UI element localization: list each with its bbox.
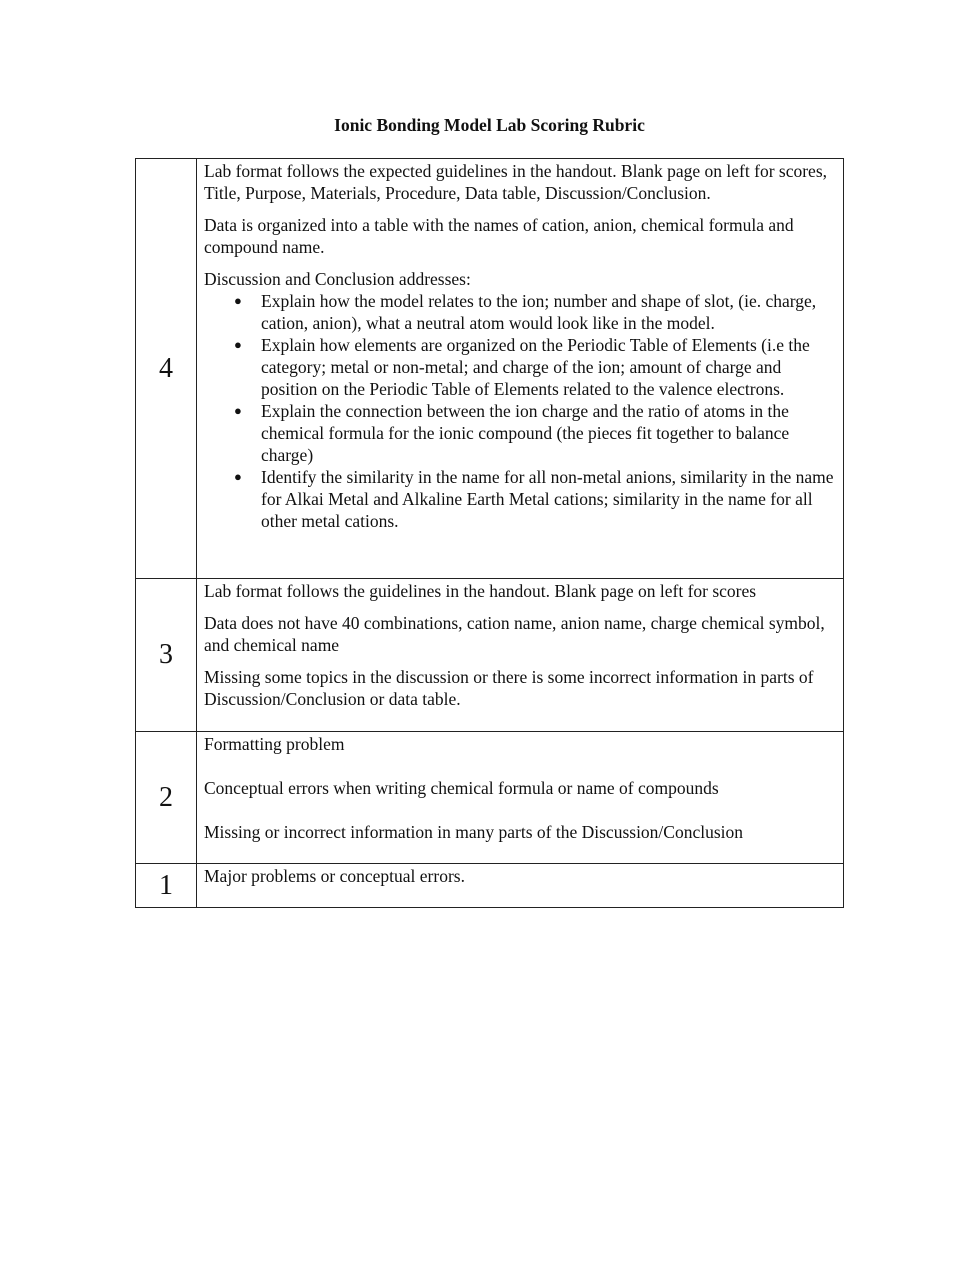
score-cell: 2 [136, 732, 197, 864]
score-cell: 4 [136, 159, 197, 579]
criteria-text: Conceptual errors when writing chemical formula or name of compounds [204, 778, 719, 798]
rubric-row-3 [136, 579, 844, 732]
criteria-bullet-list [204, 290, 835, 532]
criteria-cell [197, 579, 844, 732]
rubric-row-1 [136, 864, 844, 908]
criteria-text: Formatting problem [204, 734, 345, 754]
criteria-cell [197, 159, 844, 579]
list-item: ● Explain how the model relates to the ion; number and shape of slot, (ie. charge, cation, anion), what a neutral atom would look like in the model. [261, 290, 835, 334]
criteria-text: Discussion and Conclusion addresses: [204, 269, 471, 289]
criteria-text: Missing or incorrect information in many parts of the Discussion/Conclusion [204, 822, 744, 842]
criteria-text: Lab format follows the guidelines in the handout. Blank page on left for scores [204, 581, 757, 601]
score-cell: 1 [136, 864, 197, 908]
criteria-text: Data does not have 40 combinations, cation name, anion name, charge chemical symbol, and chemical name [204, 613, 825, 655]
page-title: Ionic Bonding Model Lab Scoring Rubric [334, 115, 645, 135]
rubric-row-4 [136, 159, 844, 579]
score-cell: 3 [136, 579, 197, 732]
rubric-table [135, 158, 844, 908]
criteria-text: Major problems or conceptual errors. [204, 866, 465, 886]
rubric-row-2 [136, 732, 844, 864]
criteria-cell [197, 732, 844, 864]
criteria-text: Missing some topics in the discussion or there is some incorrect information in parts of Discussion/Conclusion or data table. [204, 667, 814, 709]
criteria-text: Data is organized into a table with the names of cation, anion, chemical formula and compound name. [204, 215, 794, 257]
list-item: ● Explain how elements are organized on the Periodic Table of Elements (i.e the category; metal or non-metal; and charge of the ion; amount of charge and position on the Periodic Table of Elements related to the valence electrons. [261, 334, 835, 400]
list-item: ● Explain the connection between the ion charge and the ratio of atoms in the chemical formula for the ionic compound (the pieces fit together to balance charge) [261, 400, 835, 466]
criteria-cell [197, 864, 844, 908]
list-item: ● Identify the similarity in the name for all non-metal anions, similarity in the name for Alkai Metal and Alkaline Earth Metal cations; similarity in the name for all other metal cations. [261, 466, 835, 532]
criteria-text: Lab format follows the expected guidelines in the handout. Blank page on left for scores, Title, Purpose, Materials, Procedure, Data table, Discussion/Conclusion. [204, 161, 828, 203]
